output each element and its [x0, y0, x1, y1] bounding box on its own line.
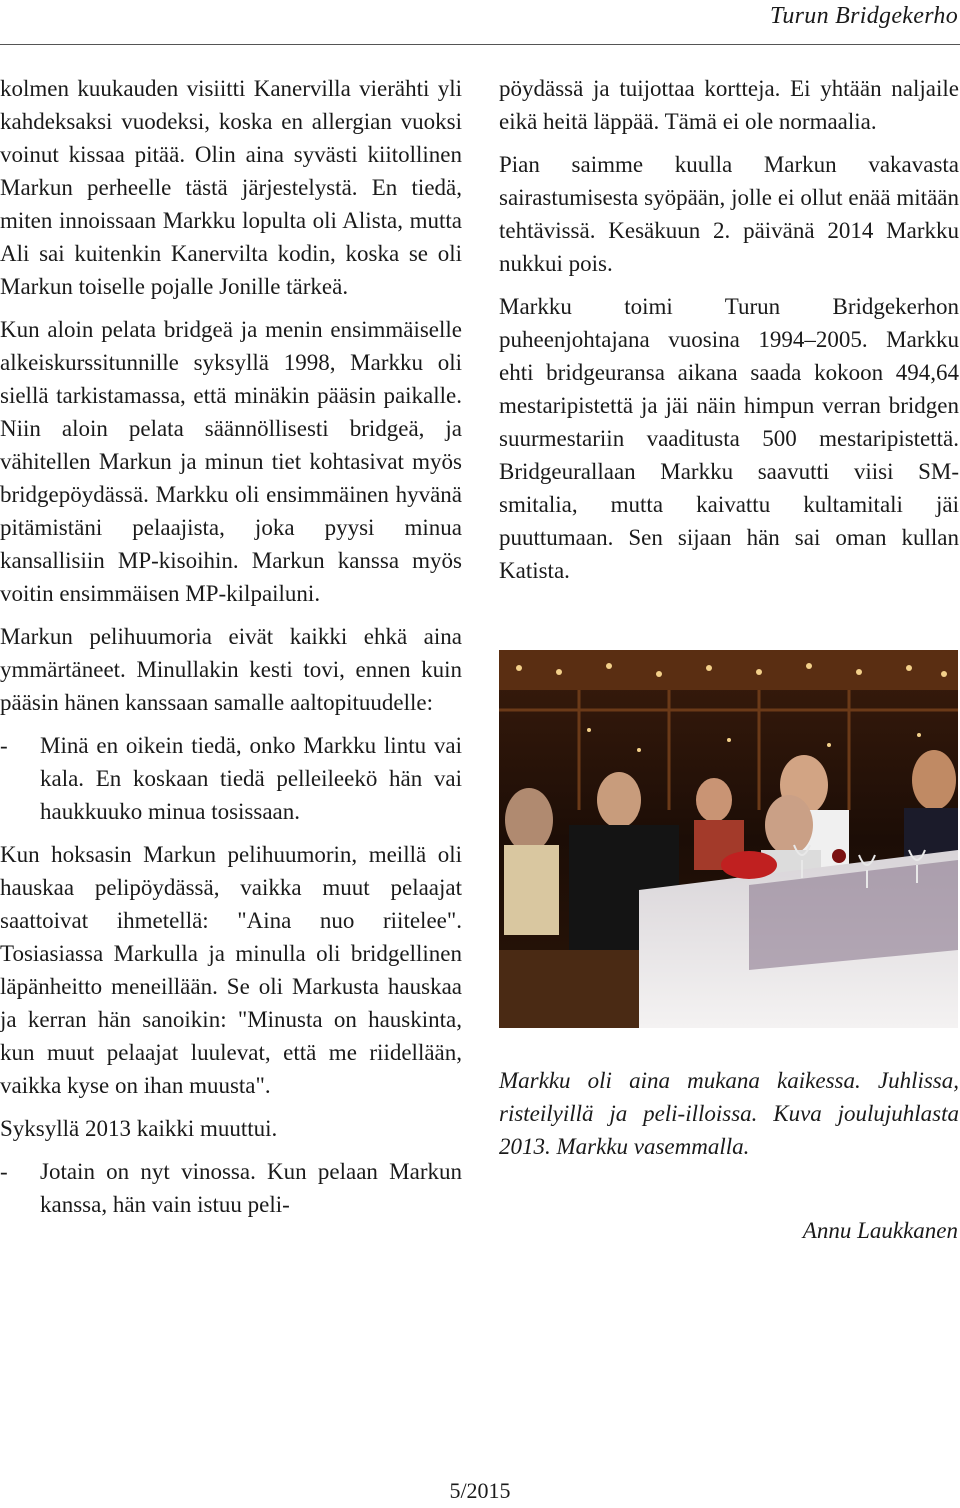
paragraph: Kun hoksasin Markun pelihuumorin, meillä oli hauskaa pelipöydässä, vaikka muut pelaajat saattoivat ihmetellä: "Aina nuo riitelee". Tosiasiassa Markulla ja minulla oli bridgellinen läpänheitto meneillään. Se oli Markusta hauskaa ja kerran hän sanoikin: "Minusta on hauskinta, kun muut pelaajat luulevat, että me riidellään, vaikka kyse on ihan muusta". — [0, 842, 462, 1098]
left-column — [0, 72, 462, 1231]
paragraph: kolmen kuukauden visiitti Kanervilla vierähti yli kahdeksaksi vuodeksi, koska en allergian vuoksi voinut kissaa pitää. Olin aina syvästi kiitollinen Markun perheelle tästä järjestelystä. En tiedä, miten innoissaan Markku lopulta oli Alista, mutta Ali sai kuitenkin Kanervilta kodin, koska se oli Markun toiselle pojalle Jonille tärkeä. — [0, 76, 462, 299]
paragraph: Pian saimme kuulla Markun vakavasta sairastumisesta syöpään, jolle ei ollut enää mitään tehtävissä. Kesäkuun 2. päivänä 2014 Markku nukkui pois. — [499, 152, 959, 276]
page-number: 5/2015 — [449, 1478, 511, 1503]
photo-caption: Markku oli aina mukana kaikessa. Juhlissa, risteilyillä ja peli-illoissa. Kuva joulujuhlasta 2013. Markku vasemmalla. — [499, 1068, 959, 1159]
quote-item — [0, 729, 462, 828]
paragraph: Kun aloin pelata bridgeä ja menin ensimmäiselle alkeiskurssitunnille syksyllä 1998, Markku oli siellä tarkistamassa, että minäkin pääsin paikalle. Niin aloin pelata säännöllisesti bridgeä, ja vähitellen Markun ja minun tiet kohtasivat myös bridgepöydässä. Markku oli ensimmäinen hyvänä pitämistäni pelaajista, joka pyysi minua kansallisiin MP-kisoihin. Markun kanssa myös voitin ensimmäisen MP-kilpailuni. — [0, 317, 462, 606]
quote-text: Jotain on nyt vinossa. Kun pelaan Markun kanssa, hän vain istuu peli- — [40, 1159, 462, 1217]
quote-text: Minä en oikein tiedä, onko Markku lintu vai kala. En koskaan tiedä pelleileekö hän vai haukkuuko minua tosissaan. — [40, 733, 462, 824]
paragraph: Markun pelihuumoria eivät kaikki ehkä aina ymmärtäneet. Minullakin kesti tovi, ennen kuin pääsin hänen kanssaan samalle aaltopituudelle: — [0, 624, 462, 715]
page-header — [0, 0, 960, 45]
dash-mark: - — [0, 1159, 8, 1184]
dash-mark: - — [0, 733, 8, 758]
paragraph: Markku toimi Turun Bridgekerhon puheenjohtajana vuosina 1994–2005. Markku ehti bridgeuransa aikana saada kokoon 494,64 mestaripistettä ja jäi näin himpun verran bridgen suurmestariin vaaditusta 500 mestaripistettä. Bridgeurallaan Markku saavutti viisi SM-smitalia, mutta kaivattu kultamitali jäi puuttumaan. Sen sijaan hän sai oman kullan Katista. — [499, 294, 959, 583]
right-column — [499, 72, 959, 597]
christmas-party-photo — [499, 650, 958, 1028]
paragraph: Syksyllä 2013 kaikki muuttui. — [0, 1116, 278, 1141]
quote-item — [0, 1155, 462, 1221]
author-signature: Annu Laukkanen — [802, 1218, 958, 1243]
paragraph: pöydässä ja tuijottaa kortteja. Ei yhtään naljaile eikä heitä läppää. Tämä ei ole normaalia. — [499, 76, 959, 134]
publication-title: Turun Bridgekerho — [770, 3, 958, 29]
